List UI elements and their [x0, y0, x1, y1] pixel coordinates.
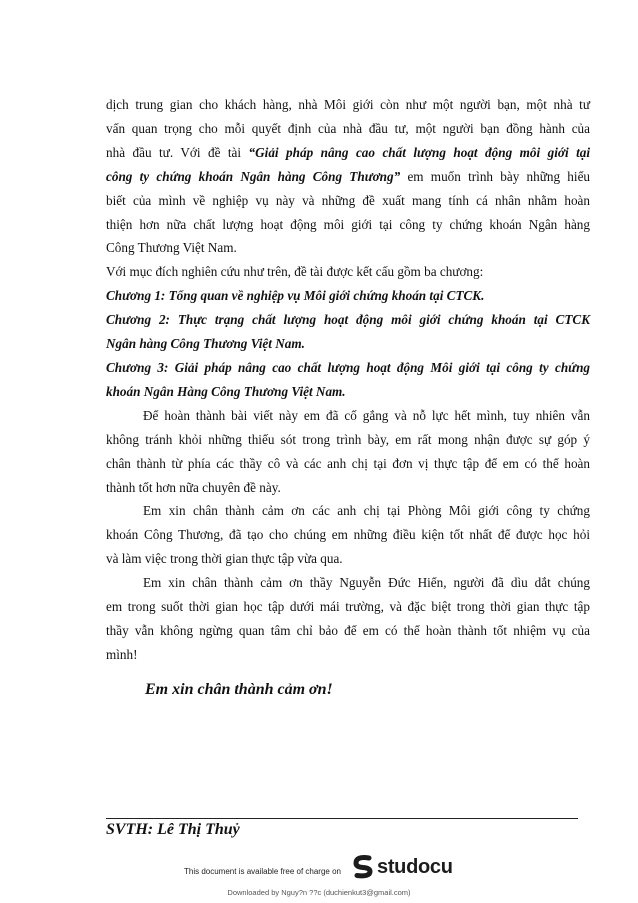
- paragraph-line: Để hoàn thành bài viết này em đã cố gắng và nỗ lực hết mình, tuy nhiên vẫn: [143, 407, 590, 423]
- paragraph-line: Em xin chân thành cảm ơn các anh chị tại Phòng Môi giới công ty chứng: [143, 503, 590, 519]
- paragraph-line: em trong suốt thời gian học tập dưới mái trường, và đặc biệt trong thời gian thực tập: [106, 599, 590, 615]
- studocu-wordmark: studocu: [377, 855, 453, 878]
- body-line: [106, 141, 590, 165]
- studocu-logo-icon: [352, 855, 374, 879]
- body-text: [106, 93, 590, 667]
- availability-notice: This document is available free of charge on: [184, 867, 341, 876]
- body-text-segment: nhà đầu tư. Với đề tài: [106, 144, 242, 160]
- body-line: thiện hơn nữa chất lượng hoạt động môi giới tại công ty chứng khoán Ngân hàng: [106, 216, 590, 232]
- paragraph-line: khoán Công Thương, đã tạo cho chúng em những điều kiện tốt nhất để được học hỏi: [106, 527, 590, 543]
- thesis-title-cont: công ty chứng khoán Ngân hàng Công Thương”: [106, 168, 401, 184]
- closing-thanks: Em xin chân thành cảm ơn!: [145, 681, 333, 698]
- chapter-2-cont: Ngân hàng Công Thương Việt Nam.: [106, 336, 305, 352]
- paragraph-line: Em xin chân thành cảm ơn thầy Nguyễn Đức Hiển, người đã dìu dắt chúng: [143, 575, 590, 591]
- student-name: SVTH: Lê Thị Thuỷ: [106, 821, 240, 838]
- chapter-2: Chương 2: Thực trạng chất lượng hoạt động môi giới chứng khoán tại CTCK: [106, 312, 590, 328]
- body-line: [106, 165, 590, 189]
- chapter-3: Chương 3: Giải pháp nâng cao chất lượng hoạt động Môi giới tại công ty chứng: [106, 359, 590, 375]
- paragraph-line: thầy vẫn không ngừng quan tâm chỉ bảo để em có thể hoàn thành tốt nhiệm vụ của: [106, 622, 590, 638]
- chapter-3-cont: khoán Ngân Hàng Công Thương Việt Nam.: [106, 383, 346, 399]
- body-line: dịch trung gian cho khách hàng, nhà Môi giới còn như một người bạn, một nhà tư: [106, 97, 590, 112]
- body-line: Công Thương Việt Nam.: [106, 240, 237, 256]
- structure-intro: Với mục đích nghiên cứu như trên, đề tài được kết cấu gồm ba chương:: [106, 264, 484, 280]
- studocu-brand-link[interactable]: [352, 855, 453, 879]
- download-attribution: Downloaded by Nguy?n ??c (duchienkut3@gmail.com): [227, 888, 411, 897]
- body-text-segment: em muốn trình bày những hiểu: [407, 168, 591, 184]
- body-line: biết của mình về nghiệp vụ này và những đề xuất mang tính cá nhân nhằm hoàn: [106, 192, 590, 208]
- body-line: vấn quan trọng cho mỗi quyết định của nhà đầu tư, một người bạn đồng hành của: [106, 120, 590, 136]
- paragraph-line: mình!: [106, 646, 138, 662]
- footer-divider: [106, 818, 578, 819]
- thesis-title: “Giải pháp nâng cao chất lượng hoạt động môi giới tại: [248, 144, 590, 160]
- paragraph-line: không tránh khỏi những thiếu sót trong trình bày, em rất mong nhận được sự góp ý: [106, 431, 590, 447]
- paragraph-line: và làm việc trong thời gian thực tập vừa qua.: [106, 551, 343, 567]
- paragraph-line: thành tốt hơn nữa chuyên đề này.: [106, 479, 281, 495]
- chapter-1: Chương 1: Tổng quan về nghiệp vụ Môi giới chứng khoán tại CTCK.: [106, 288, 485, 304]
- paragraph-line: chân thành từ phía các thầy cô và các anh chị tại đơn vị thực tập để em có thể hoàn: [106, 455, 590, 471]
